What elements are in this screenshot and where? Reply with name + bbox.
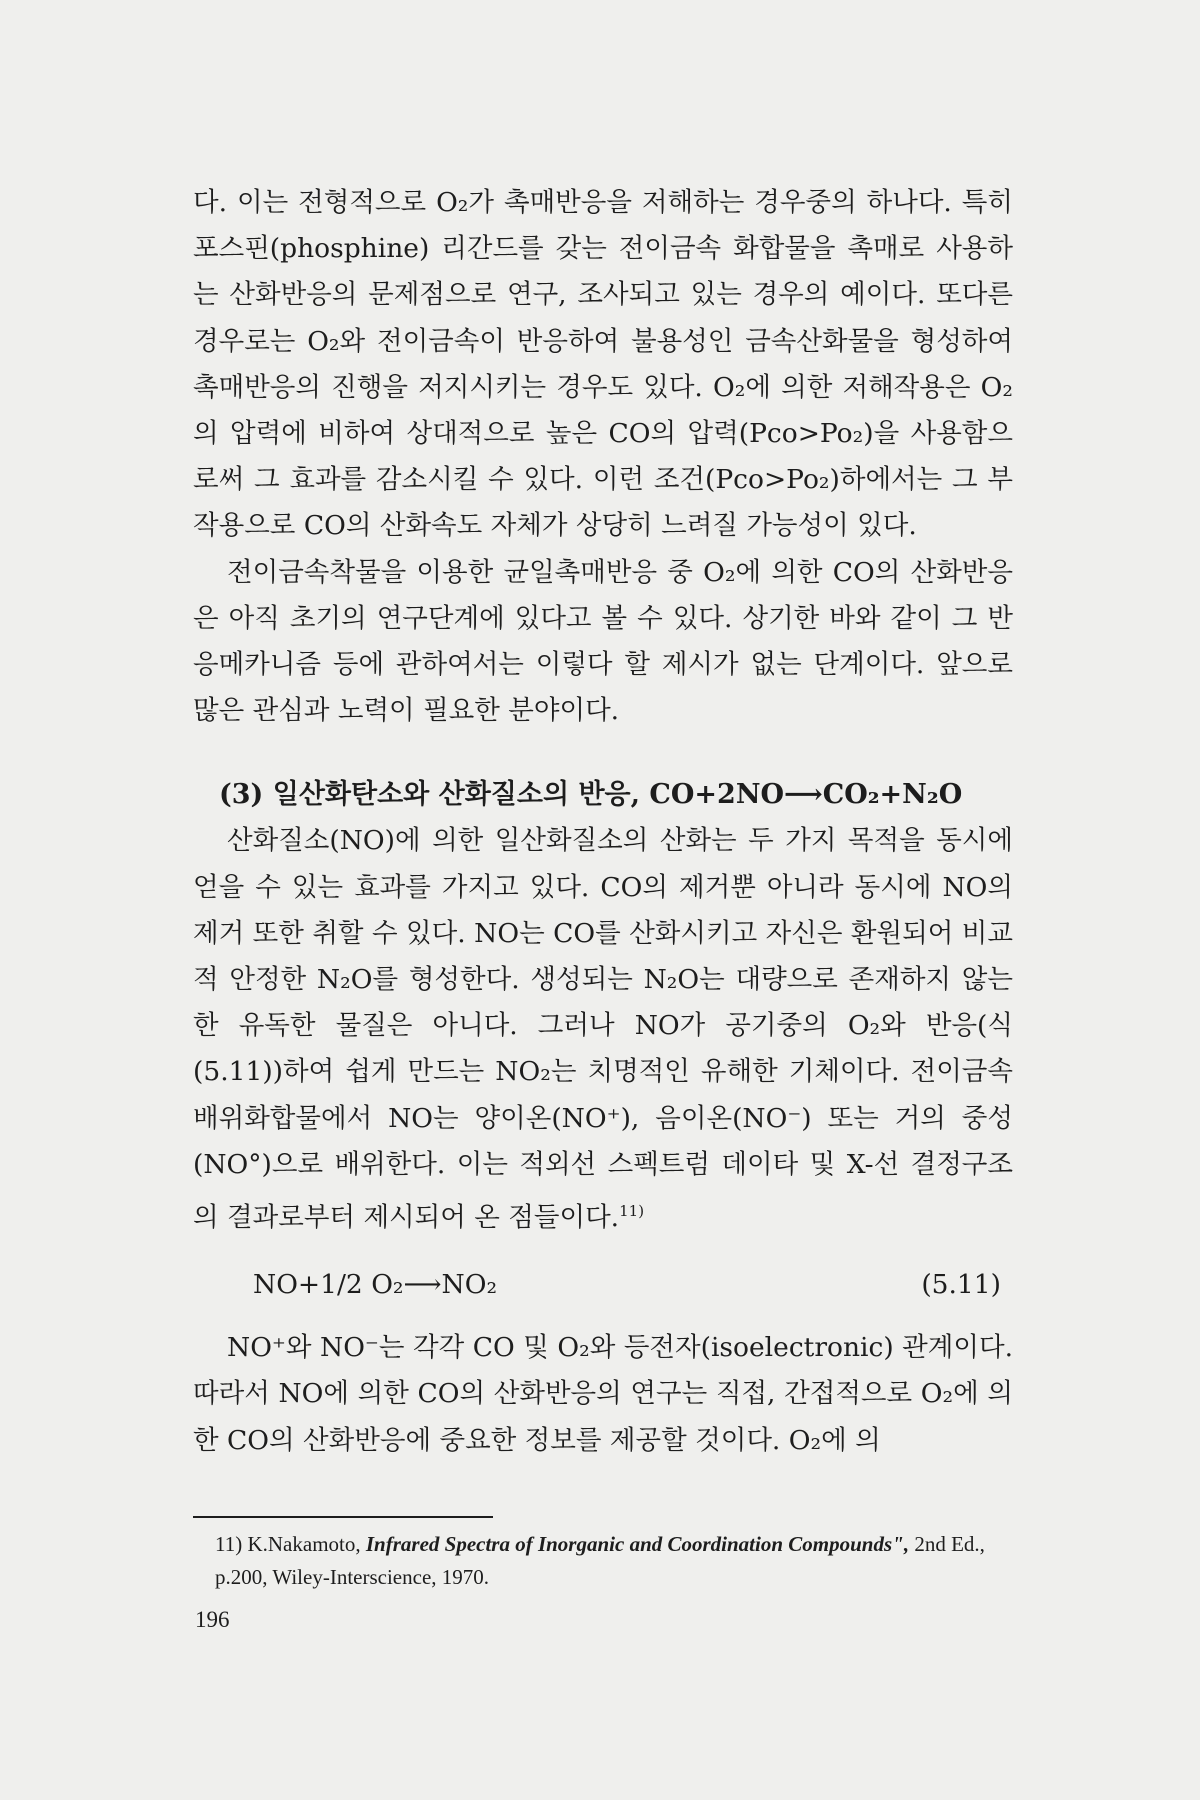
equation-5-11 — [193, 1259, 1013, 1311]
paragraph-2: 전이금속착물을 이용한 균일촉매반응 중 O₂에 의한 CO의 산화반응은 아직 초기의 연구단계에 있다고 볼 수 있다. 상기한 바와 같이 그 반응메카니즘 등에 관하여서는 이렇다 할 제시가 없는 단계이다. 앞으로 많은 관심과 노력이 필요한 분야이다. — [193, 556, 1013, 727]
footnote-11 — [215, 1528, 1013, 1594]
section-gap — [193, 734, 1013, 772]
paragraph-3 — [193, 818, 1013, 1241]
section-heading: (3) 일산화탄소와 산화질소의 반응, CO+2NO⟶CO₂+N₂O — [219, 779, 963, 811]
paragraph-1: 다. 이는 전형적으로 O₂가 촉매반응을 저해하는 경우중의 하나다. 특히 포스핀(phosphine) 리간드를 갖는 전이금속 화합물을 촉매로 사용하는 산화반응의 문제점으로 연구, 조사되고 있는 경우의 예이다. 또다른 경우로는 O₂와 전이금속이 반응하여 불용성인 금속산화물을 형성하여 촉매반응의 진행을 저지시키는 경우도 있다. O₂에 의한 저해작용은 O₂의 압력에 비하여 상대적으로 높은 CO의 압력(Pco>Po₂)을 사용함으로써 그 효과를 감소시킬 수 있다. 이런 조건(Pco>Po₂)하에서는 그 부작용으로 CO의 산화속도 자체가 상당히 느려질 가능성이 있다. — [193, 187, 1013, 542]
equation-number: (5.11) — [921, 1269, 1001, 1301]
equation-text: NO+1/2 O₂⟶NO₂ — [253, 1269, 498, 1301]
footnote-title: Infrared Spectra of Inorganic and Coordination Compounds", — [365, 1531, 910, 1556]
paragraph-4: NO⁺와 NO⁻는 각각 CO 및 O₂와 등전자(isoelectronic) 관계이다. 따라서 NO에 의한 CO의 산화반응의 연구는 직접, 간접적으로 O₂에 의한 CO의 산화반응에 중요한 정보를 제공할 것이다. O₂에 의 — [193, 1332, 1013, 1456]
paragraph-3-text: 산화질소(NO)에 의한 일산화질소의 산화는 두 가지 목적을 동시에 얻을 수 있는 효과를 가지고 있다. CO의 제거뿐 아니라 동시에 NO의 제거 또한 취할 수 있다. NO는 CO를 산화시키고 자신은 환원되어 비교적 안정한 N₂O를 형성한다. 생성되는 N₂O는 대량으로 존재하지 않는 한 유독한 물질은 아니다. 그러나 NO가 공기중의 O₂와 반응(식 (5.11))하여 쉽게 만드는 NO₂는 치명적인 유해한 기체이다. 전이금속 배위화합물에서 NO는 양이온(NO⁺), 음이온(NO⁻) 또는 거의 중성(NO°)으로 배위한다. 이는 적외선 스펙트럼 데이타 및 X-선 결정구조의 결과로부터 제시되어 온 점들이다. — [193, 825, 1013, 1233]
footnote-details: 2nd Ed., p.200, Wiley-Interscience, 1970. — [215, 1531, 985, 1589]
page-number: 196 — [195, 1607, 230, 1632]
footnote-reference: 11) — [619, 1202, 645, 1221]
footnote-author: K.Nakamoto, — [247, 1531, 361, 1556]
page-body — [193, 180, 1013, 1594]
footnote-number: 11) — [215, 1531, 243, 1556]
footnote-divider — [193, 1516, 493, 1518]
